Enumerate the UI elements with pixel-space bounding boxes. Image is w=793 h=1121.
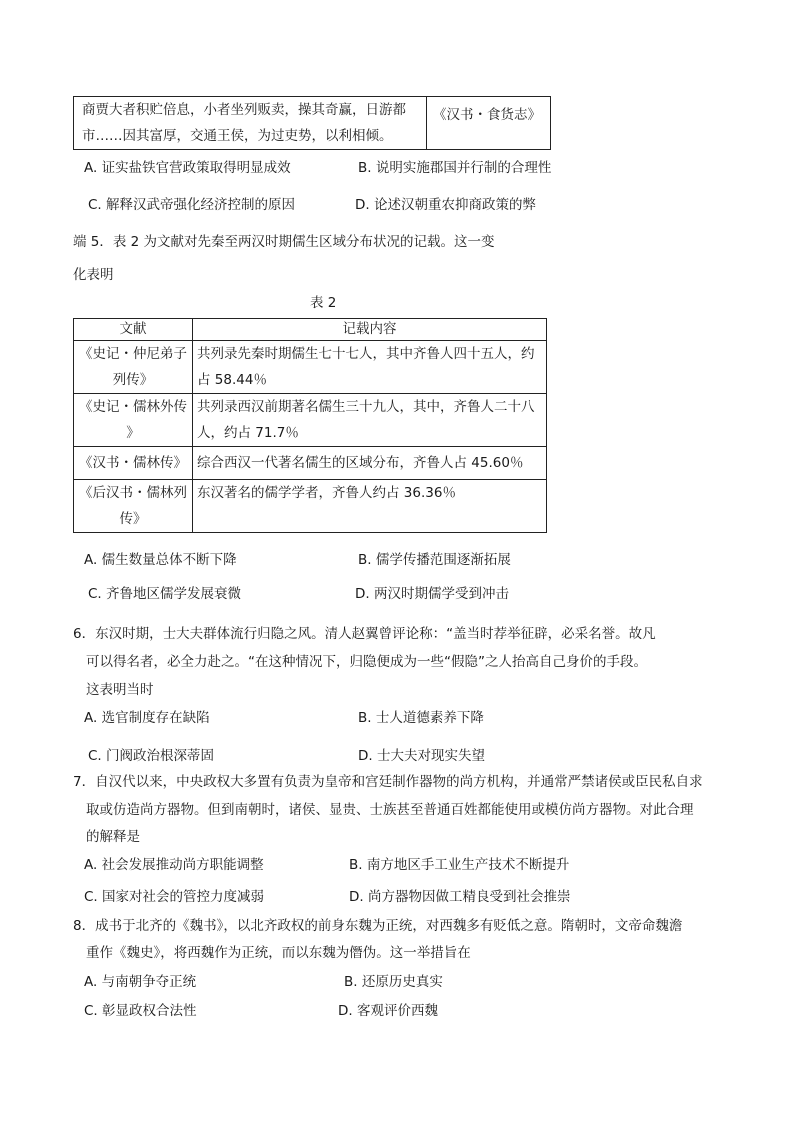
q6-stem-line3: 这表明当时 <box>86 682 154 698</box>
q4-option-a: A. 证实盐铁官营政策取得明显成效 <box>84 160 291 176</box>
q4-quote-cell <box>74 97 427 150</box>
q5-header-doc: 文献 <box>74 319 193 341</box>
q5-row1-doc-line2: 列传》 <box>112 372 154 388</box>
q5-row2-content-line1: 共列录西汉前期著名儒生三十九人，其中，齐鲁人二十八 <box>197 399 535 415</box>
q7-option-b: B. 南方地区手工业生产技术不断提升 <box>349 857 570 873</box>
q8-option-a: A. 与南朝争夺正统 <box>84 974 197 990</box>
q5-row4-doc-line2: 传》 <box>119 511 147 527</box>
q5-row2-doc-line1: 《史记・儒林外传 <box>79 399 187 415</box>
q6-option-d: D. 士大夫对现实失望 <box>358 748 485 764</box>
q6-stem-line1: 6．东汉时期，士大夫群体流行归隐之风。清人赵翼曾评论称：“盖当时荐举征辟，必采名誉。故凡 <box>73 626 656 642</box>
q5-table-header-row <box>74 319 547 341</box>
q4-option-d: D. 论述汉朝重农抑商政策的弊 <box>355 197 536 213</box>
q5-table-row <box>74 447 547 480</box>
q5-option-c: C. 齐鲁地区儒学发展衰微 <box>88 586 242 602</box>
q5-row1-doc-line1: 《史记・仲尼弟子 <box>79 346 187 362</box>
q6-stem-line2: 可以得名者，必全力赴之。“在这种情况下，归隐便成为一些“假隐”之人抬高自己身价的手段。 <box>86 654 647 670</box>
q5-table-title: 表 2 <box>310 295 337 311</box>
q4-quote-line1: 商贾大者积贮倍息，小者坐列贩卖，操其奇赢，日游都 <box>82 102 406 118</box>
q5-row2-content <box>193 394 547 447</box>
q5-table <box>73 318 547 533</box>
q8-stem-line2: 重作《魏史》，将西魏作为正统，而以东魏为僭伪。这一举措旨在 <box>86 945 471 961</box>
q4-option-c: C. 解释汉武帝强化经济控制的原因 <box>88 197 296 213</box>
q4-quote-line2: 市……因其富厚，交通王侯，为过吏势，以利相倾。 <box>82 128 393 144</box>
q7-stem-line3: 的解释是 <box>86 829 140 845</box>
q6-option-c: C. 门阀政治根深蒂固 <box>88 748 215 764</box>
q7-stem-line2: 取或仿造尚方器物。但到南朝时，诸侯、显贵、士族甚至普通百姓都能使用或模仿尚方器物。对此合理 <box>86 802 694 818</box>
q5-row1-content-line2: 占 58.44％ <box>197 372 267 388</box>
q5-option-d: D. 两汉时期儒学受到冲击 <box>355 586 509 602</box>
q5-option-a: A. 儒生数量总体不断下降 <box>84 552 237 568</box>
q4-quote-table <box>73 96 551 150</box>
q8-option-b: B. 还原历史真实 <box>344 974 443 990</box>
q5-row2-doc <box>74 394 193 447</box>
q5-table-row <box>74 394 547 447</box>
q8-option-d: D. 客观评价西魏 <box>338 1003 438 1019</box>
q5-row2-doc-line2: 》 <box>126 425 140 441</box>
q5-row4-doc <box>74 480 193 533</box>
q8-option-c: C. 彰显政权合法性 <box>84 1003 197 1019</box>
q6-option-a: A. 选官制度存在缺陷 <box>84 710 210 726</box>
q5-stem-line1: 端 5．表 2 为文献对先秦至两汉时期儒生区域分布状况的记载。这一变 <box>73 234 495 250</box>
q5-stem-line2: 化表明 <box>73 267 114 283</box>
q5-table-row <box>74 480 547 533</box>
q4-source-cell: 《汉书・食货志》 <box>427 97 551 150</box>
q5-row2-content-line2: 人，约占 71.7％ <box>197 425 299 441</box>
q7-option-d: D. 尚方器物因做工精良受到社会推崇 <box>349 889 571 905</box>
q8-stem-line1: 8．成书于北齐的《魏书》，以北齐政权的前身东魏为正统，对西魏多有贬低之意。隋朝时，文帝命魏澹 <box>73 918 683 934</box>
q6-option-b: B. 士人道德素养下降 <box>358 710 484 726</box>
q5-row3-doc: 《汉书・儒林传》 <box>74 447 193 480</box>
q5-header-content: 记载内容 <box>193 319 547 341</box>
q7-option-a: A. 社会发展推动尚方职能调整 <box>84 857 264 873</box>
q5-row4-content: 东汉著名的儒学学者，齐鲁人约占 36.36％ <box>193 480 547 533</box>
q5-row4-doc-line1: 《后汉书・儒林列 <box>79 485 187 501</box>
q5-option-b: B. 儒学传播范围逐渐拓展 <box>358 552 511 568</box>
q7-stem-line1: 7．自汉代以来，中央政权大多置有负责为皇帝和宫廷制作器物的尚方机构，并通常严禁诸侯或臣民私自求 <box>73 774 703 790</box>
q4-option-b: B. 说明实施郡国并行制的合理性 <box>358 160 552 176</box>
q5-row1-doc <box>74 341 193 394</box>
q5-table-row <box>74 341 547 394</box>
q5-row1-content-line1: 共列录先秦时期儒生七十七人，其中齐鲁人四十五人，约 <box>197 346 535 362</box>
q7-option-c: C. 国家对社会的管控力度减弱 <box>84 889 265 905</box>
q5-row3-content: 综合西汉一代著名儒生的区域分布，齐鲁人占 45.60％ <box>193 447 547 480</box>
q5-row1-content <box>193 341 547 394</box>
